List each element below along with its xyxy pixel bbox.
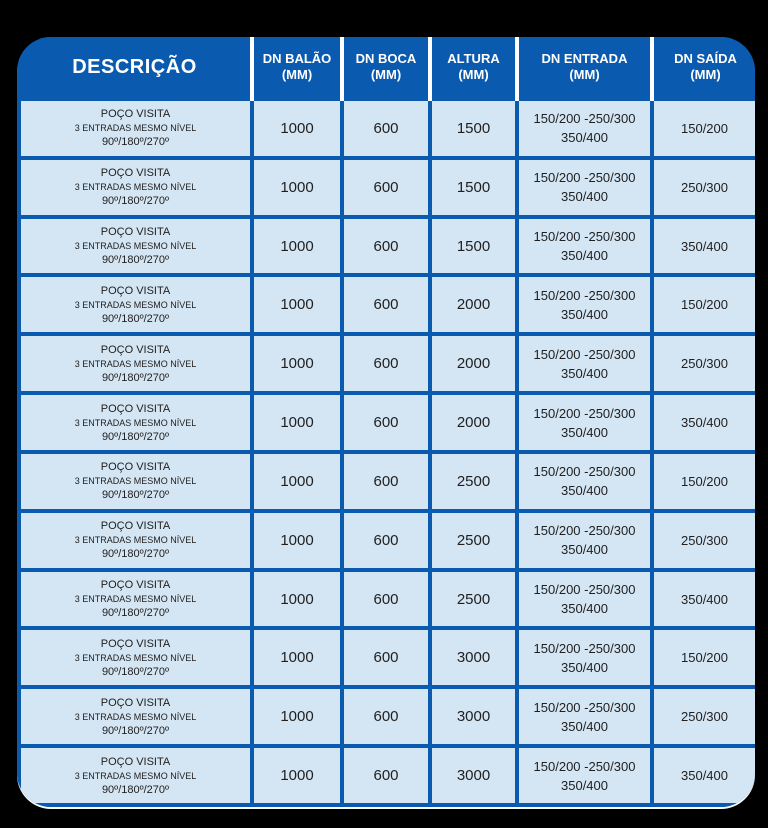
- table-row: [19, 217, 755, 276]
- cell-descricao: [19, 511, 252, 570]
- cell-altura: 2000: [430, 393, 517, 452]
- cell-dn-saida: 250/300: [652, 334, 755, 393]
- cell-dn-saida: 250/300: [652, 511, 755, 570]
- entrada-line-1: 150/200 -250/300: [533, 640, 636, 656]
- cell-dn-entrada: [517, 570, 652, 629]
- cell-dn-boca: 600: [342, 217, 430, 276]
- cell-dn-saida: 350/400: [652, 393, 755, 452]
- table-row: [19, 511, 755, 570]
- entrada-line-1: 150/200 -250/300: [533, 405, 636, 421]
- cell-dn-entrada: [517, 393, 652, 452]
- cell-descricao: [19, 334, 252, 393]
- cell-descricao: [19, 275, 252, 334]
- entrada-line-1: 150/200 -250/300: [533, 582, 636, 598]
- header-dn-entrada: [517, 37, 652, 99]
- cell-dn-entrada: [517, 746, 652, 805]
- header-unit: (MM): [370, 67, 402, 82]
- cell-dn-boca: 600: [342, 393, 430, 452]
- cell-dn-entrada: [517, 452, 652, 511]
- cell-dn-entrada: [517, 334, 652, 393]
- desc-title: POÇO VISITA: [100, 520, 171, 533]
- table-row: [19, 628, 755, 687]
- cell-dn-balao: 1000: [252, 452, 342, 511]
- cell-dn-balao: 1000: [252, 158, 342, 217]
- cell-dn-boca: 600: [342, 158, 430, 217]
- desc-angles: 90º/180º/270º: [101, 489, 170, 502]
- cell-dn-entrada: [517, 275, 652, 334]
- desc-angles: 90º/180º/270º: [101, 665, 170, 678]
- desc-subtitle: 3 ENTRADAS MESMO NÍVEL: [74, 417, 197, 428]
- entrada-line-1: 150/200 -250/300: [533, 170, 636, 186]
- cell-altura: 2500: [430, 511, 517, 570]
- header-unit: (MM): [690, 67, 721, 82]
- desc-title: POÇO VISITA: [100, 402, 171, 415]
- desc-angles: 90º/180º/270º: [101, 254, 170, 267]
- cell-descricao: [19, 687, 252, 746]
- cell-altura: 2500: [430, 452, 517, 511]
- cell-dn-saida: 150/200: [652, 628, 755, 687]
- cell-dn-entrada: [517, 217, 652, 276]
- header-label: DN BALÃO: [262, 51, 332, 67]
- entrada-line-1: 150/200 -250/300: [533, 699, 636, 715]
- header-dn-balao: [252, 37, 342, 99]
- cell-dn-boca: 600: [342, 628, 430, 687]
- header-altura: [430, 37, 517, 99]
- cell-descricao: [19, 158, 252, 217]
- desc-angles: 90º/180º/270º: [101, 724, 170, 737]
- cell-dn-balao: 1000: [252, 217, 342, 276]
- desc-title: POÇO VISITA: [100, 226, 171, 239]
- cell-dn-saida: 250/300: [652, 687, 755, 746]
- cell-descricao: [19, 393, 252, 452]
- desc-subtitle: 3 ENTRADAS MESMO NÍVEL: [74, 476, 197, 487]
- desc-title: POÇO VISITA: [100, 284, 171, 297]
- cell-altura: 1500: [430, 217, 517, 276]
- cell-dn-boca: 600: [342, 334, 430, 393]
- cell-dn-balao: 1000: [252, 511, 342, 570]
- header-label: DN SAÍDA: [674, 51, 737, 67]
- cell-descricao: [19, 217, 252, 276]
- cell-descricao: [19, 628, 252, 687]
- cell-dn-boca: 600: [342, 570, 430, 629]
- cell-dn-entrada: [517, 628, 652, 687]
- cell-dn-saida: 150/200: [652, 452, 755, 511]
- cell-dn-saida: 150/200: [652, 275, 755, 334]
- table-row: [19, 158, 755, 217]
- entrada-line-1: 150/200 -250/300: [533, 229, 636, 245]
- header-unit: (MM): [458, 67, 489, 82]
- table-row: [19, 570, 755, 629]
- table-row: [19, 746, 755, 805]
- entrada-line-2: 350/400: [561, 189, 608, 205]
- desc-subtitle: 3 ENTRADAS MESMO NÍVEL: [74, 711, 197, 722]
- desc-angles: 90º/180º/270º: [101, 548, 170, 561]
- entrada-line-1: 150/200 -250/300: [533, 346, 636, 362]
- cell-dn-saida: 150/200: [652, 99, 755, 158]
- desc-subtitle: 3 ENTRADAS MESMO NÍVEL: [74, 652, 197, 663]
- cell-dn-saida: 250/300: [652, 158, 755, 217]
- desc-angles: 90º/180º/270º: [101, 430, 170, 443]
- cell-descricao: [19, 452, 252, 511]
- cell-altura: 3000: [430, 746, 517, 805]
- desc-angles: 90º/180º/270º: [101, 312, 170, 325]
- entrada-line-1: 150/200 -250/300: [533, 758, 636, 774]
- entrada-line-1: 150/200 -250/300: [533, 464, 636, 480]
- header-label: DN BOCA: [355, 51, 417, 67]
- cell-dn-saida: 350/400: [652, 746, 755, 805]
- cell-dn-balao: 1000: [252, 570, 342, 629]
- desc-title: POÇO VISITA: [100, 579, 171, 592]
- cell-dn-balao: 1000: [252, 746, 342, 805]
- entrada-line-2: 350/400: [561, 365, 608, 381]
- cell-dn-balao: 1000: [252, 628, 342, 687]
- desc-subtitle: 3 ENTRADAS MESMO NÍVEL: [74, 182, 197, 193]
- entrada-line-2: 350/400: [561, 601, 608, 617]
- entrada-line-2: 350/400: [561, 248, 608, 264]
- entrada-line-2: 350/400: [561, 306, 608, 322]
- desc-subtitle: 3 ENTRADAS MESMO NÍVEL: [74, 594, 197, 605]
- entrada-line-2: 350/400: [561, 130, 608, 146]
- cell-dn-balao: 1000: [252, 393, 342, 452]
- spec-table: [17, 37, 755, 807]
- cell-descricao: [19, 570, 252, 629]
- desc-title: POÇO VISITA: [100, 461, 171, 474]
- cell-altura: 2000: [430, 334, 517, 393]
- desc-title: POÇO VISITA: [100, 343, 171, 356]
- cell-dn-boca: 600: [342, 452, 430, 511]
- entrada-line-2: 350/400: [561, 542, 608, 558]
- desc-subtitle: 3 ENTRADAS MESMO NÍVEL: [74, 299, 197, 310]
- desc-angles: 90º/180º/270º: [101, 371, 170, 384]
- desc-subtitle: 3 ENTRADAS MESMO NÍVEL: [74, 358, 197, 369]
- entrada-line-1: 150/200 -250/300: [533, 287, 636, 303]
- desc-subtitle: 3 ENTRADAS MESMO NÍVEL: [74, 123, 197, 134]
- cell-dn-boca: 600: [342, 275, 430, 334]
- cell-dn-boca: 600: [342, 511, 430, 570]
- header-dn-boca: [342, 37, 430, 99]
- cell-dn-saida: 350/400: [652, 570, 755, 629]
- cell-dn-entrada: [517, 99, 652, 158]
- cell-altura: 3000: [430, 687, 517, 746]
- entrada-line-2: 350/400: [561, 483, 608, 499]
- cell-altura: 1500: [430, 158, 517, 217]
- table-header-row: [19, 37, 755, 99]
- header-unit: (MM): [569, 67, 600, 82]
- cell-descricao: [19, 746, 252, 805]
- header-label: ALTURA: [447, 51, 500, 67]
- cell-altura: 2500: [430, 570, 517, 629]
- header-label: DN ENTRADA: [541, 51, 628, 67]
- desc-title: POÇO VISITA: [100, 696, 171, 709]
- cell-dn-boca: 600: [342, 687, 430, 746]
- cell-dn-entrada: [517, 687, 652, 746]
- cell-dn-balao: 1000: [252, 275, 342, 334]
- table-row: [19, 452, 755, 511]
- desc-title: POÇO VISITA: [100, 637, 171, 650]
- desc-angles: 90º/180º/270º: [101, 607, 170, 620]
- cell-dn-saida: 350/400: [652, 217, 755, 276]
- desc-angles: 90º/180º/270º: [101, 136, 170, 149]
- desc-subtitle: 3 ENTRADAS MESMO NÍVEL: [74, 535, 197, 546]
- cell-altura: 1500: [430, 99, 517, 158]
- table-row: [19, 334, 755, 393]
- table-row: [19, 393, 755, 452]
- cell-dn-entrada: [517, 158, 652, 217]
- cell-dn-boca: 600: [342, 99, 430, 158]
- desc-title: POÇO VISITA: [100, 167, 171, 180]
- desc-subtitle: 3 ENTRADAS MESMO NÍVEL: [74, 241, 197, 252]
- desc-angles: 90º/180º/270º: [101, 195, 170, 208]
- desc-title: POÇO VISITA: [100, 755, 171, 768]
- cell-descricao: [19, 99, 252, 158]
- desc-subtitle: 3 ENTRADAS MESMO NÍVEL: [74, 770, 197, 781]
- cell-altura: 2000: [430, 275, 517, 334]
- header-descricao: [19, 37, 252, 99]
- entrada-line-2: 350/400: [561, 659, 608, 675]
- cell-dn-balao: 1000: [252, 687, 342, 746]
- table-row: [19, 687, 755, 746]
- cell-dn-boca: 600: [342, 746, 430, 805]
- desc-angles: 90º/180º/270º: [101, 783, 170, 796]
- header-dn-saida: [652, 37, 755, 99]
- cell-altura: 3000: [430, 628, 517, 687]
- entrada-line-1: 150/200 -250/300: [533, 523, 636, 539]
- table-row: [19, 99, 755, 158]
- spec-table-card: [17, 37, 755, 807]
- cell-dn-balao: 1000: [252, 99, 342, 158]
- header-unit: (MM): [281, 67, 313, 82]
- table-row: [19, 275, 755, 334]
- desc-title: POÇO VISITA: [100, 108, 171, 121]
- entrada-line-2: 350/400: [561, 424, 608, 440]
- entrada-line-2: 350/400: [561, 718, 608, 734]
- entrada-line-1: 150/200 -250/300: [533, 111, 636, 127]
- header-descricao-label: DESCRIÇÃO: [72, 56, 197, 78]
- entrada-line-2: 350/400: [561, 777, 608, 793]
- cell-dn-balao: 1000: [252, 334, 342, 393]
- cell-dn-entrada: [517, 511, 652, 570]
